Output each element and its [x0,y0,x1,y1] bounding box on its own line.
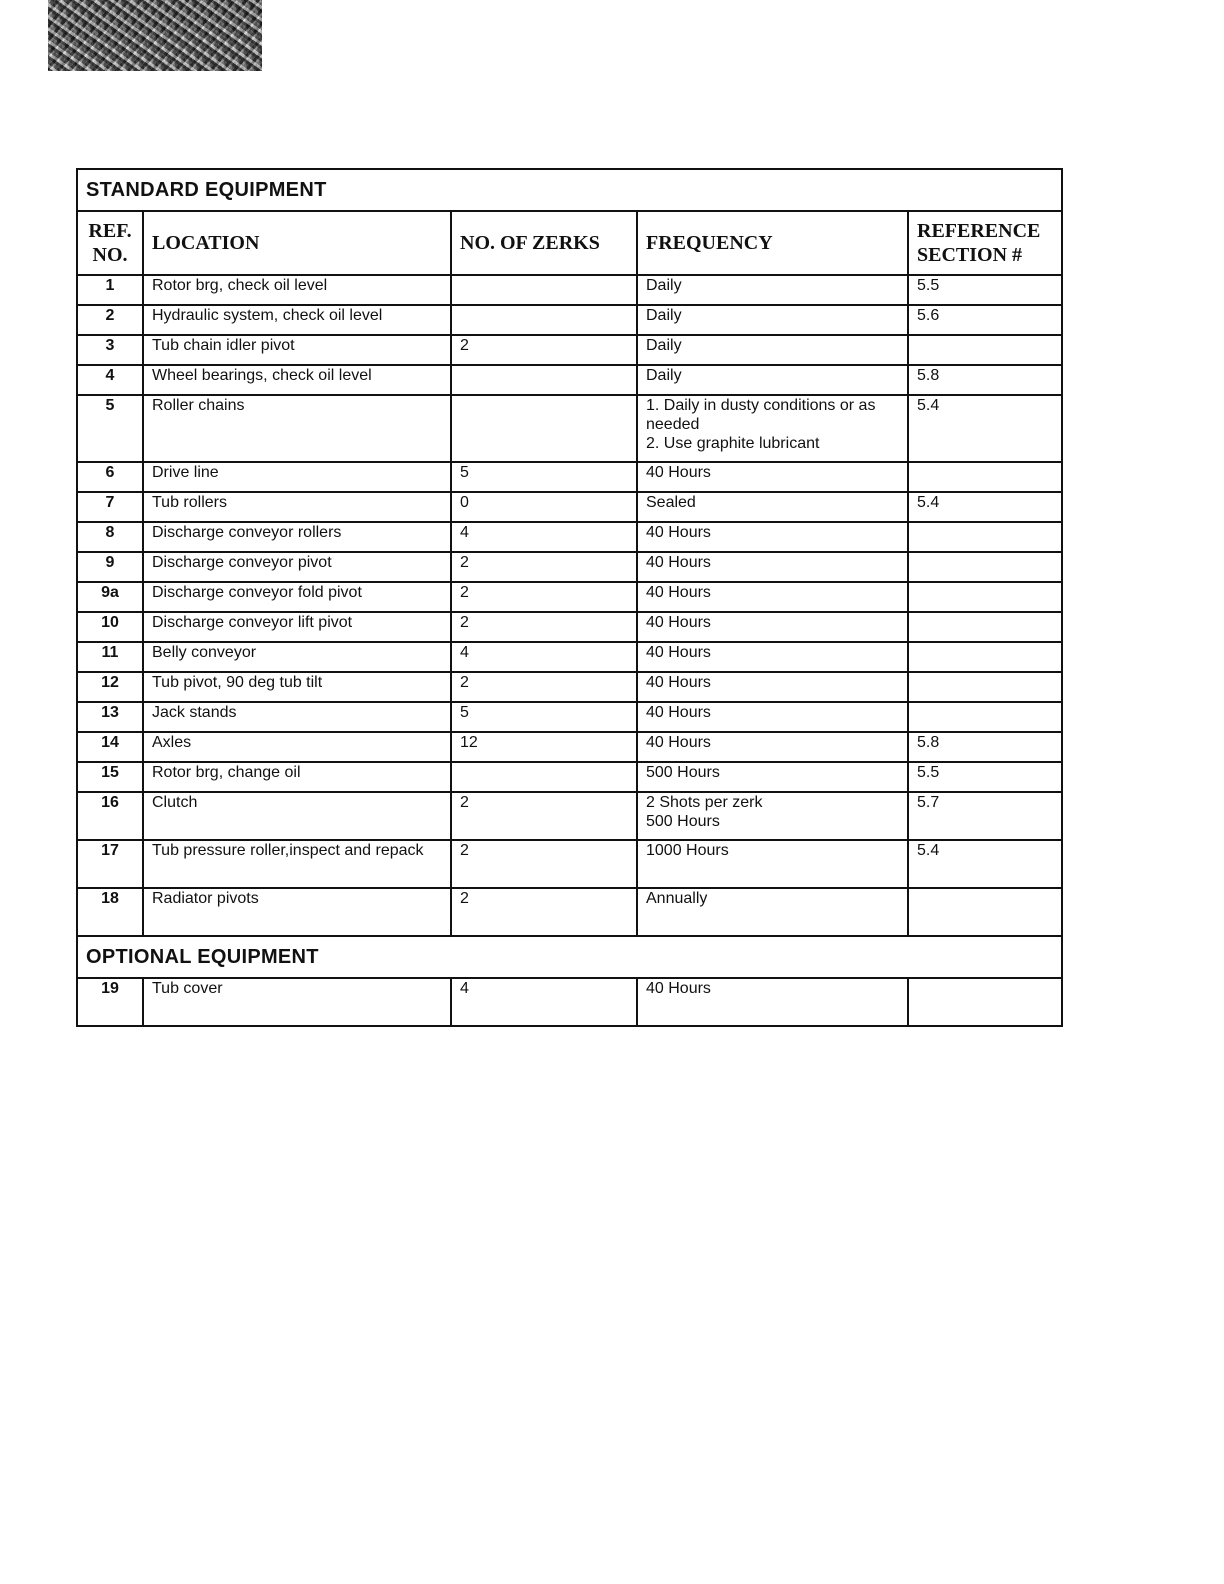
frequency-cell [637,492,908,522]
frequency-cell [637,642,908,672]
location-cell: Tub pressure roller,inspect and repack [143,840,451,888]
frequency-line: Sealed [646,494,696,511]
frequency-line: 40 Hours [646,584,711,601]
header-ref-no [77,211,143,275]
frequency-line: 2 Shots per zerk [646,794,763,811]
zerks-cell: 5 [451,702,637,732]
header-frequency: FREQUENCY [637,211,908,275]
standard-equipment-title: STANDARD EQUIPMENT [77,169,1062,211]
frequency-line: 1. Daily in dusty conditions or as [646,397,876,414]
section-cell: 5.5 [908,275,1062,305]
location-cell: Rotor brg, check oil level [143,275,451,305]
location-cell: Discharge conveyor rollers [143,522,451,552]
location-cell: Wheel bearings, check oil level [143,365,451,395]
frequency-line: 2. Use graphite lubricant [646,435,820,452]
zerks-cell [451,275,637,305]
section-cell: 5.8 [908,365,1062,395]
frequency-line: needed [646,416,700,433]
header-location: LOCATION [143,211,451,275]
location-cell: Discharge conveyor fold pivot [143,582,451,612]
zerks-cell: 2 [451,612,637,642]
lubrication-table [76,168,1063,1027]
frequency-cell [637,840,908,888]
table-row [77,395,1062,462]
frequency-line: Annually [646,890,708,907]
frequency-line: 40 Hours [646,524,711,541]
section-cell: 5.7 [908,792,1062,840]
table-row [77,840,1062,888]
frequency-line: Daily [646,277,682,294]
ref-no-cell: 6 [77,462,143,492]
frequency-line: 500 Hours [646,813,720,830]
ref-no-cell: 4 [77,365,143,395]
section-cell [908,978,1062,1026]
frequency-line: 40 Hours [646,980,711,997]
location-cell: Tub rollers [143,492,451,522]
frequency-cell [637,672,908,702]
table-row [77,335,1062,365]
section-cell: 5.4 [908,840,1062,888]
ref-no-cell: 19 [77,978,143,1026]
zerks-cell: 2 [451,840,637,888]
section-cell [908,552,1062,582]
section-cell [908,672,1062,702]
location-cell: Drive line [143,462,451,492]
zerks-cell: 2 [451,672,637,702]
location-cell: Axles [143,732,451,762]
ref-no-cell: 5 [77,395,143,462]
section-cell: 5.4 [908,492,1062,522]
frequency-line: 40 Hours [646,644,711,661]
frequency-line: 40 Hours [646,704,711,721]
section-cell [908,888,1062,936]
location-cell: Roller chains [143,395,451,462]
table-row [77,978,1062,1026]
location-cell: Tub chain idler pivot [143,335,451,365]
zerks-cell: 4 [451,978,637,1026]
location-cell: Radiator pivots [143,888,451,936]
section-cell [908,335,1062,365]
ref-no-cell: 10 [77,612,143,642]
table-row [77,522,1062,552]
header-section-line2: SECTION # [917,244,1023,266]
ref-no-cell: 14 [77,732,143,762]
table-row [77,672,1062,702]
frequency-cell [637,552,908,582]
table-row [77,462,1062,492]
ref-no-cell: 9a [77,582,143,612]
optional-equipment-title: OPTIONAL EQUIPMENT [77,936,1062,978]
table-row [77,792,1062,840]
header-photo [48,0,262,71]
ref-no-cell: 11 [77,642,143,672]
location-cell: Hydraulic system, check oil level [143,305,451,335]
frequency-cell [637,395,908,462]
zerks-cell: 2 [451,792,637,840]
section-cell [908,642,1062,672]
zerks-cell: 5 [451,462,637,492]
header-ref-line2: NO. [92,244,128,266]
section-cell [908,702,1062,732]
zerks-cell: 2 [451,582,637,612]
zerks-cell: 12 [451,732,637,762]
ref-no-cell: 13 [77,702,143,732]
zerks-cell: 2 [451,552,637,582]
location-cell: Discharge conveyor lift pivot [143,612,451,642]
frequency-cell [637,732,908,762]
ref-no-cell: 12 [77,672,143,702]
table-row [77,275,1062,305]
table-row [77,552,1062,582]
ref-no-cell: 18 [77,888,143,936]
location-cell: Tub cover [143,978,451,1026]
table-row [77,365,1062,395]
header-row [77,211,1062,275]
frequency-line: 500 Hours [646,764,720,781]
section-cell [908,582,1062,612]
frequency-cell [637,762,908,792]
header-ref-line1: REF. [88,220,132,242]
frequency-cell [637,792,908,840]
ref-no-cell: 15 [77,762,143,792]
zerks-cell [451,305,637,335]
header-zerks: NO. OF ZERKS [451,211,637,275]
table-row [77,888,1062,936]
zerks-cell: 2 [451,335,637,365]
zerks-cell [451,365,637,395]
ref-no-cell: 2 [77,305,143,335]
header-section [908,211,1062,275]
ref-no-cell: 16 [77,792,143,840]
location-cell: Rotor brg, change oil [143,762,451,792]
frequency-line: 40 Hours [646,614,711,631]
location-cell: Discharge conveyor pivot [143,552,451,582]
section-cell: 5.5 [908,762,1062,792]
frequency-cell [637,522,908,552]
frequency-line: Daily [646,307,682,324]
location-cell: Tub pivot, 90 deg tub tilt [143,672,451,702]
zerks-cell: 0 [451,492,637,522]
optional-equipment-row [77,936,1062,978]
section-cell: 5.8 [908,732,1062,762]
frequency-line: 40 Hours [646,734,711,751]
frequency-cell [637,275,908,305]
frequency-cell [637,365,908,395]
frequency-line: 40 Hours [646,674,711,691]
frequency-line: 1000 Hours [646,842,729,859]
zerks-cell: 2 [451,888,637,936]
frequency-cell [637,582,908,612]
location-cell: Belly conveyor [143,642,451,672]
frequency-cell [637,978,908,1026]
zerks-cell [451,762,637,792]
section-cell: 5.6 [908,305,1062,335]
frequency-cell [637,305,908,335]
section-cell [908,612,1062,642]
header-section-line1: REFERENCE [917,220,1041,242]
frequency-line: 40 Hours [646,554,711,571]
frequency-cell [637,462,908,492]
section-cell [908,462,1062,492]
table-row [77,762,1062,792]
table-row [77,642,1062,672]
zerks-cell: 4 [451,642,637,672]
ref-no-cell: 17 [77,840,143,888]
frequency-line: 40 Hours [646,464,711,481]
ref-no-cell: 8 [77,522,143,552]
section-cell [908,522,1062,552]
table-row [77,582,1062,612]
frequency-line: Daily [646,337,682,354]
table-row [77,612,1062,642]
table-row [77,492,1062,522]
location-cell: Clutch [143,792,451,840]
ref-no-cell: 1 [77,275,143,305]
standard-equipment-row [77,169,1062,211]
frequency-cell [637,888,908,936]
table-row [77,305,1062,335]
ref-no-cell: 3 [77,335,143,365]
frequency-cell [637,335,908,365]
frequency-line: Daily [646,367,682,384]
table-row [77,732,1062,762]
ref-no-cell: 9 [77,552,143,582]
frequency-cell [637,612,908,642]
table-row [77,702,1062,732]
section-cell: 5.4 [908,395,1062,462]
zerks-cell [451,395,637,462]
location-cell: Jack stands [143,702,451,732]
frequency-cell [637,702,908,732]
zerks-cell: 4 [451,522,637,552]
ref-no-cell: 7 [77,492,143,522]
